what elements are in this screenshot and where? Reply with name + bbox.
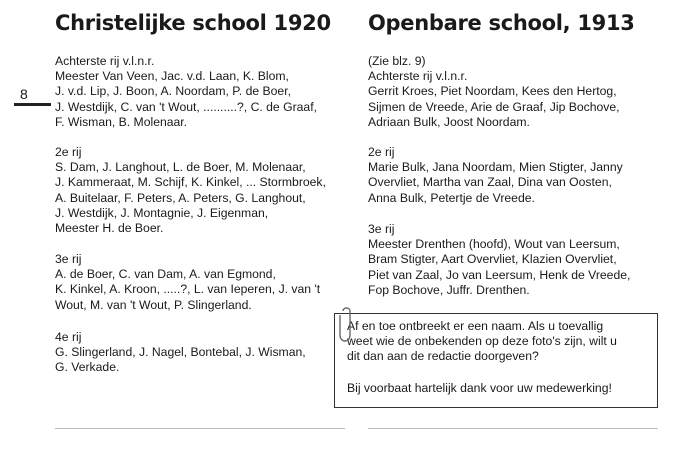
left-block-4e-rij: 4e rij G. Slingerland, J. Nagel, Bontebal, J. Wisman, G. Verkade. [55, 330, 306, 375]
left-block-achterste-rij: Achterste rij v.l.n.r. Meester Van Veen, Jac. v.d. Laan, K. Blom, J. v.d. Lip, J. Boon, A. Noordam, P. de Boer, J. Westdijk, C. van 't Wout, ..........?, C. de Graaf, F. Wisman, B. Molenaar. [55, 54, 317, 129]
paperclip-icon [336, 305, 358, 349]
note-paragraph-1: Af en toe ontbreekt er een naam. Als u toevallig weet wie de onbekenden op deze foto's zijn, wilt u dit dan aan de redactie doorgeven? [347, 319, 617, 364]
left-bottom-rule [55, 428, 345, 429]
right-block-3e-rij: 3e rij Meester Drenthen (hoofd), Wout van Leersum, Bram Stigter, Aart Overvliet, Klazien Overvliet, Piet van Zaal, Jo van Leersum, Henk de Vreede, Fop Bochove, Juffr. Drenthen. [368, 222, 631, 297]
left-title: Christelijke school 1920 [55, 11, 331, 35]
right-title: Openbare school, 1913 [368, 11, 635, 35]
note-paragraph-2: Bij voorbaat hartelijk dank voor uw medewerking! [347, 381, 612, 395]
right-block-achterste-rij: (Zie blz. 9) Achterste rij v.l.n.r. Gerrit Kroes, Piet Noordam, Kees den Hertog, Sijmen de Vreede, Arie de Graaf, Jip Bochove, Adriaan Bulk, Joost Noordam. [368, 54, 620, 129]
page-marker-bar [14, 103, 51, 106]
left-block-2e-rij: 2e rij S. Dam, J. Langhout, L. de Boer, M. Molenaar, J. Kammeraat, M. Schijf, K. Kinkel, ... Stormbroek, A. Buitelaar, F. Peters, A. Peters, G. Langhout, J. Westdijk, J. Montagnie, J. Eigenman, Meester H. de Boer. [55, 145, 326, 236]
right-bottom-rule [368, 428, 658, 429]
page-number: 8 [20, 86, 28, 102]
note-box [334, 313, 658, 408]
right-block-2e-rij: 2e rij Marie Bulk, Jana Noordam, Mien Stigter, Janny Overvliet, Martha van Zaal, Dina van Oosten, Anna Bulk, Petertje de Vreede. [368, 145, 623, 205]
left-block-3e-rij: 3e rij A. de Boer, C. van Dam, A. van Egmond, K. Kinkel, A. Kroon, .....?, L. van Ieperen, J. van 't Wout, M. van 't Wout, P. Slingerland. [55, 252, 321, 312]
